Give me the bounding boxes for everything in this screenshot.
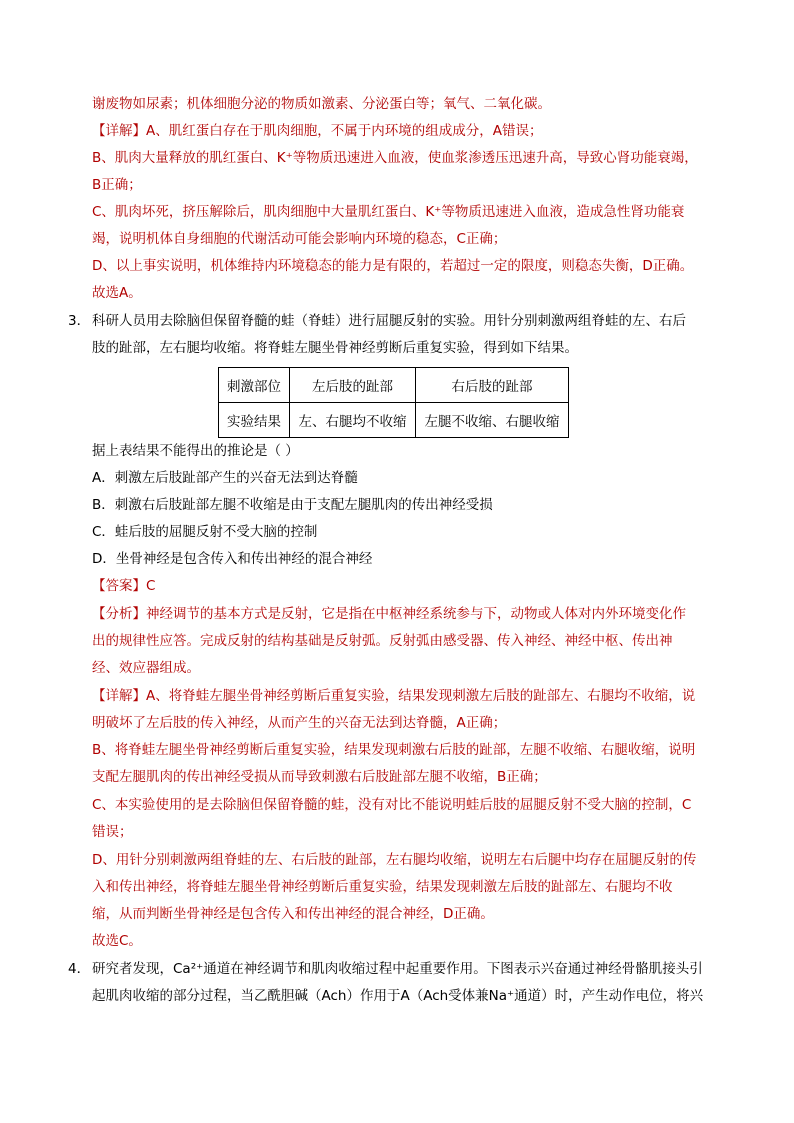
explanation-line: 故选C。 [92,933,142,949]
text-line: 【详解】A、肌红蛋白存在于肌肉细胞，不属于内环境的组成成分，A错误； [92,123,543,139]
question-stem: 研究者发现，Ca²⁺通道在神经调节和肌肉收缩过程中起重要作用。下图表示兴奋通过神经骨骼肌接头引 [92,961,703,977]
text-line: B正确； [92,177,142,193]
option-c: C．蛙后肢的屈腿反射不受大脑的控制 [92,524,318,540]
table-row [219,368,569,403]
explanation-line: 【详解】A、将脊蛙左腿坐骨神经剪断后重复实验，结果发现刺激左后肢的趾部左、右腿均不收缩，说 [92,688,696,704]
analysis-line: 【分析】神经调节的基本方式是反射，它是指在中枢神经系统参与下，动物或人体对内外环境变化作 [92,606,686,622]
question-number: 3． [68,313,91,329]
table-cell: 实验结果 [219,403,290,438]
text-line: D、以上事实说明，机体维持内环境稳态的能力是有限的，若超过一定的限度，则稳态失衡，D正确。 [92,258,694,274]
results-table [218,367,569,438]
table-cell: 刺激部位 [219,368,290,403]
table-cell: 左、右腿均不收缩 [290,403,416,438]
answer-line: 【答案】C [92,578,156,594]
table-cell: 左后肢的趾部 [290,368,416,403]
question-number: 4． [68,961,91,977]
table-cell: 左腿不收缩、右腿收缩 [416,403,569,438]
text-line: 故选A。 [92,285,142,301]
explanation-line: 明破坏了左后肢的传入神经，从而产生的兴奋无法到达脊髓，A正确； [92,715,507,731]
text-line: 谢废物如尿素；机体细胞分泌的物质如激素、分泌蛋白等；氧气、二氧化碳。 [92,96,551,112]
table-cell: 右后肢的趾部 [416,368,569,403]
explanation-line: D、用针分别刺激两组脊蛙的左、右后肢的趾部，左右腿均收缩，说明左右后腿中均存在屈腿反射的传 [92,852,697,868]
explanation-line: 错误； [92,824,133,840]
explanation-line: B、将脊蛙左腿坐骨神经剪断后重复实验，结果发现刺激右后肢的趾部，左腿不收缩、右腿收缩，说明 [92,742,696,758]
option-d: D．坐骨神经是包含传入和传出神经的混合神经 [92,551,373,567]
table-row [219,403,569,438]
question-stem: 科研人员用去除脑但保留脊髓的蛙（脊蛙）进行屈腿反射的实验。用针分别刺激两组脊蛙的左、右后 [92,313,686,329]
analysis-line: 经、效应器组成。 [92,660,200,676]
question-stem: 起肌肉收缩的部分过程，当乙酰胆碱（Ach）作用于A（Ach受体兼Na⁺通道）时，产生动作电位，将兴 [92,988,704,1004]
explanation-line: 入和传出神经，将脊蛙左腿坐骨神经剪断后重复实验，结果发现刺激左后肢的趾部左、右腿均不收 [92,879,673,895]
text-line: C、肌肉坏死，挤压解除后，肌肉细胞中大量肌红蛋白、K⁺等物质迅速进入血液，造成急性肾功能衰 [92,204,685,220]
option-b: B．刺激右后肢趾部左腿不收缩是由于支配左腿肌肉的传出神经受损 [92,497,493,513]
option-a: A．刺激左后肢趾部产生的兴奋无法到达脊髓 [92,470,358,486]
question-stem: 肢的趾部，左右腿均收缩。将脊蛙左腿坐骨神经剪断后重复实验，得到如下结果。 [92,340,578,356]
question-prompt: 据上表结果不能得出的推论是（ ） [92,443,299,459]
text-line: 竭，说明机体自身细胞的代谢活动可能会影响内环境的稳态，C正确； [92,231,507,247]
explanation-line: C、本实验使用的是去除脑但保留脊髓的蛙，没有对比不能说明蛙后肢的屈腿反射不受大脑的控制，C [92,797,692,813]
text-line: B、肌肉大量释放的肌红蛋白、K⁺等物质迅速进入血液，使血浆渗透压迅速升高，导致心肾功能衰竭， [92,150,698,166]
analysis-line: 出的规律性应答。完成反射的结构基础是反射弧。反射弧由感受器、传入神经、神经中枢、传出神 [92,633,673,649]
explanation-line: 缩，从而判断坐骨神经是包含传入和传出神经的混合神经，D正确。 [92,906,494,922]
explanation-line: 支配左腿肌肉的传出神经受损从而导致刺激右后肢趾部左腿不收缩，B正确； [92,769,547,785]
